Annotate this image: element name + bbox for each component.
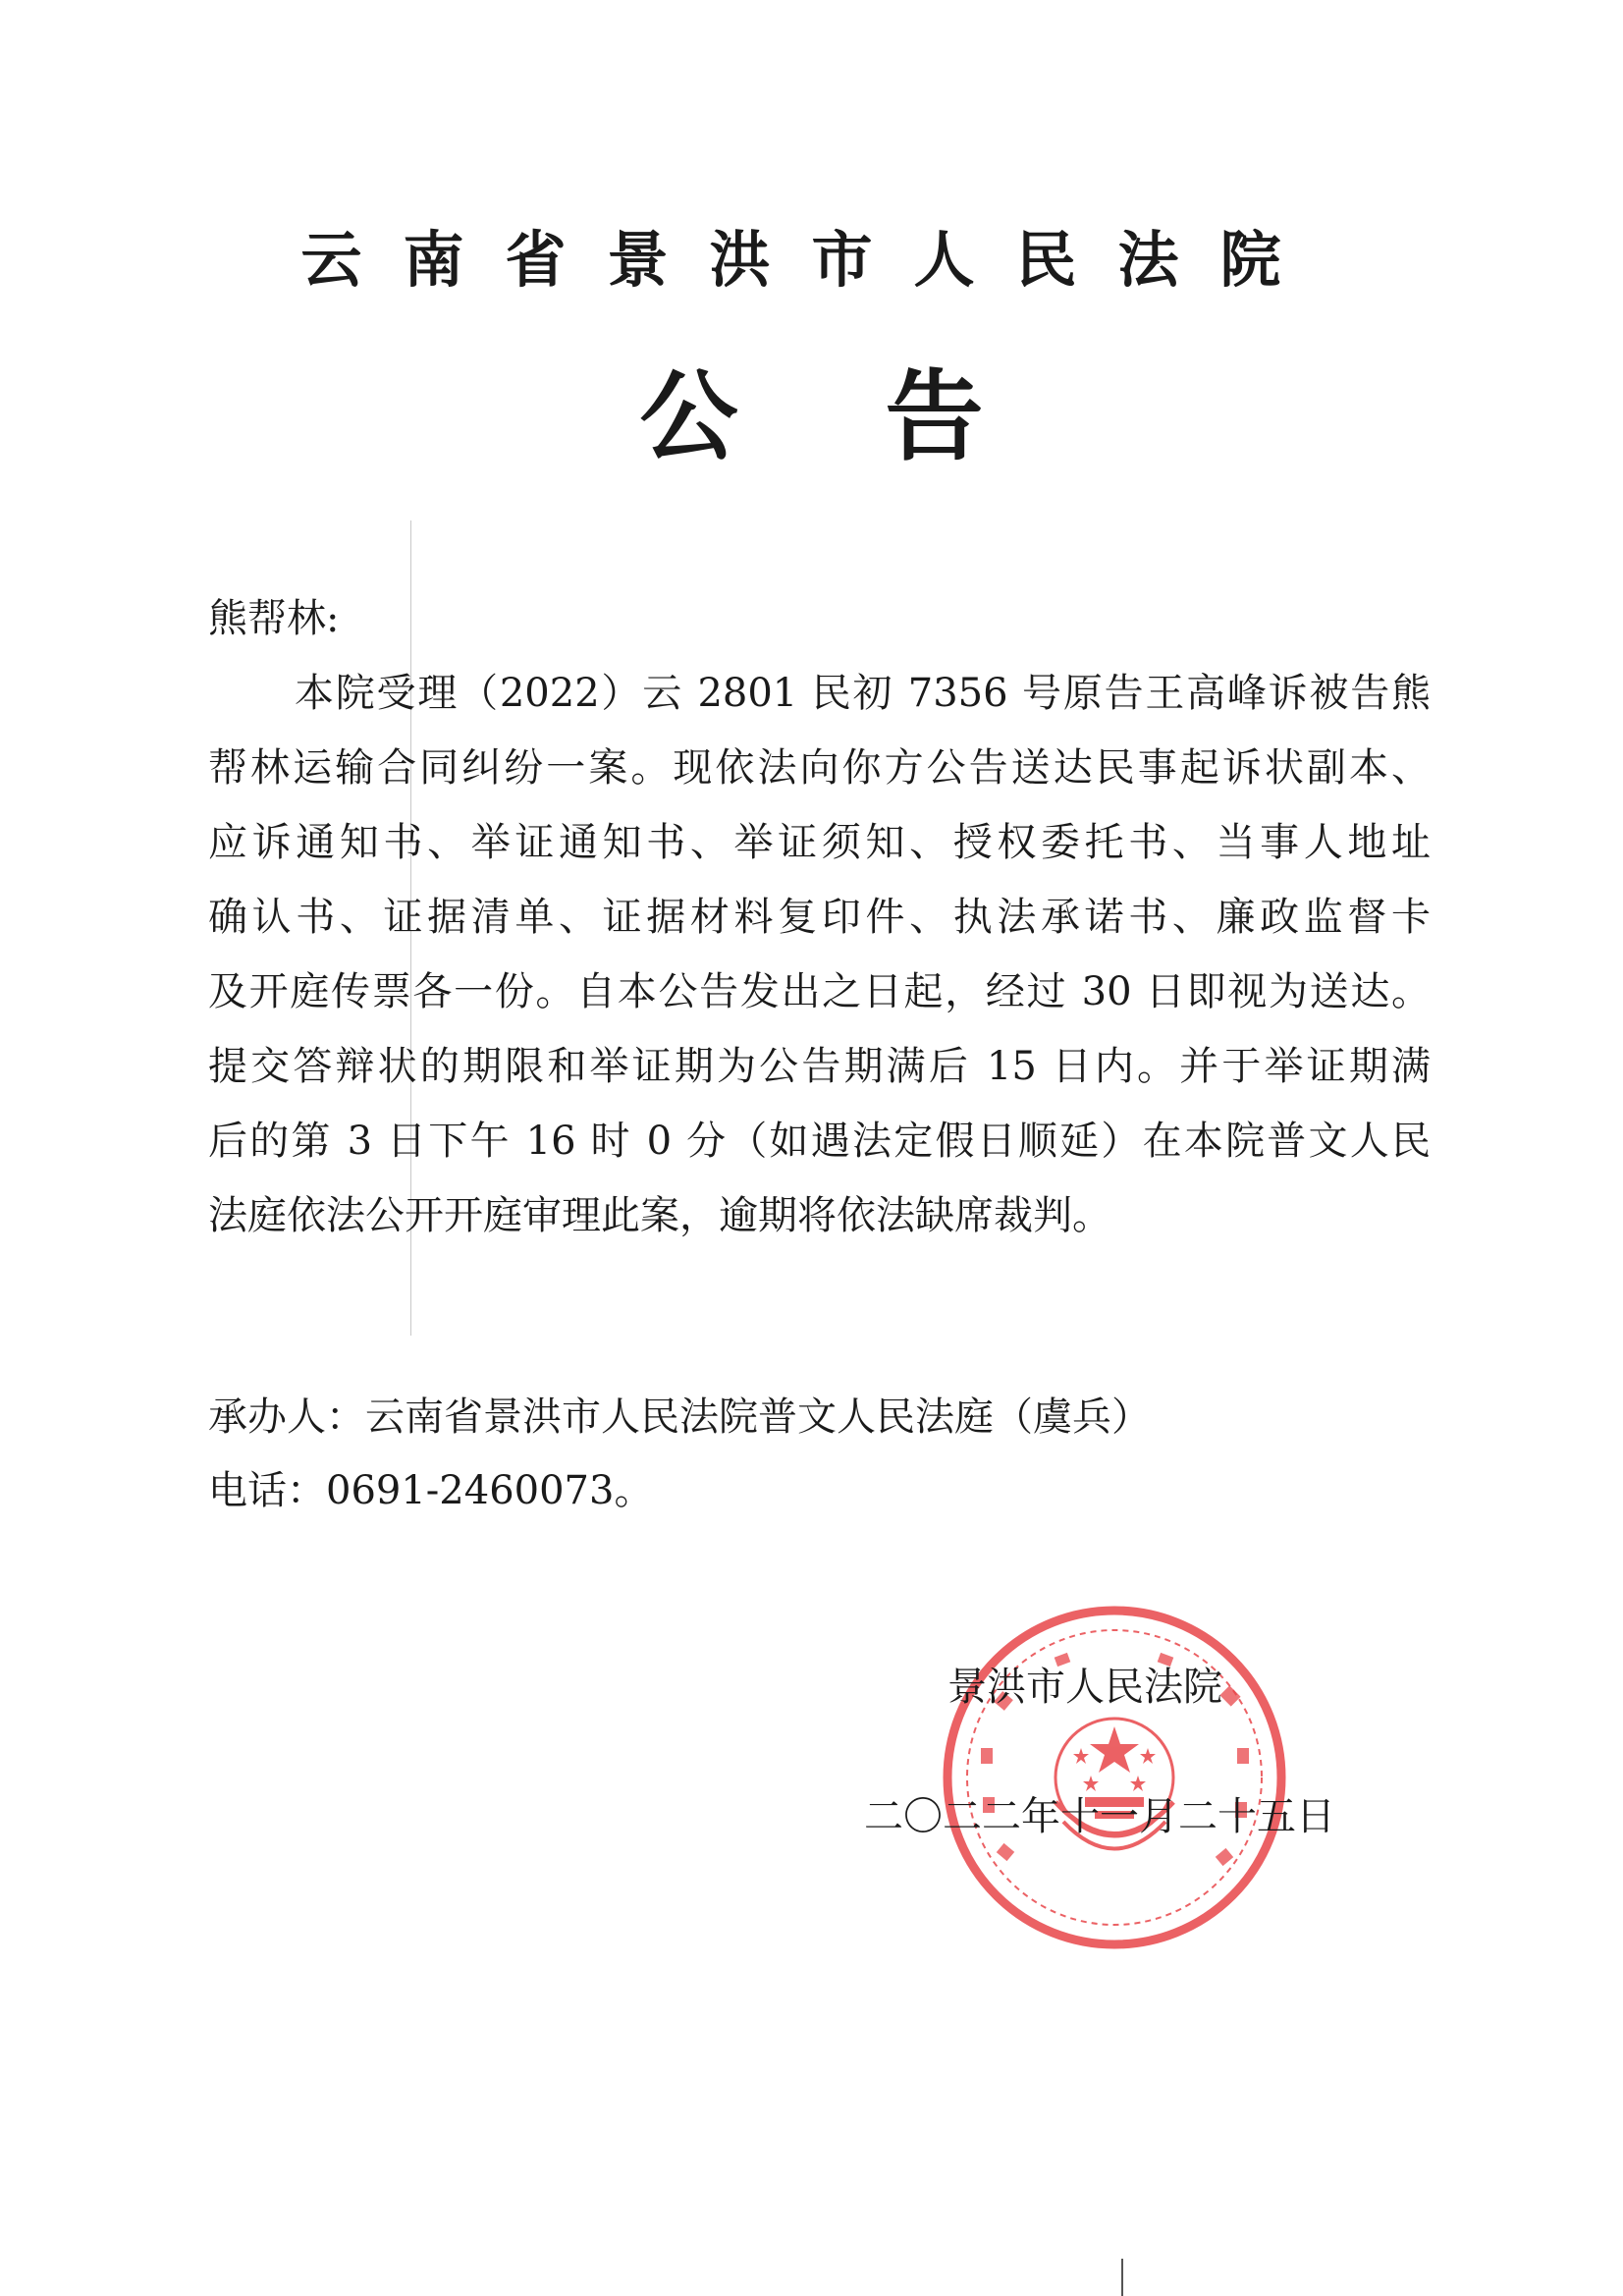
- body-line: [208, 1178, 1431, 1253]
- handler-line: 承办人：云南省景洪市人民法院普文人民法庭（虞兵）: [208, 1394, 1151, 1440]
- body-line: [208, 880, 1431, 955]
- body-line-text: 本院受理（2022）云 2801 民初 7356 号原告王高峰诉被告熊: [295, 671, 1431, 716]
- body-line-text: 法庭依法公开开庭审理此案，逾期将依法缺席裁判。: [208, 1193, 1111, 1238]
- phone-line: 电话：0691-2460073。: [208, 1468, 654, 1513]
- body-line: [208, 1104, 1431, 1178]
- body-line: [208, 731, 1431, 805]
- notice-body: [208, 656, 1431, 1253]
- signature-court: 景洪市人民法院: [947, 1665, 1222, 1710]
- addressee: 熊帮林:: [208, 596, 340, 641]
- court-name-heading: 云南省景洪市人民法院: [300, 224, 1323, 296]
- body-line: [208, 656, 1431, 731]
- body-line-text: 后的第 3 日下午 16 时 0 分（如遇法定假日顺延）在本院普文人民: [208, 1119, 1431, 1164]
- body-line-text: 确认书、证据清单、证据材料复印件、执法承诺书、廉政监督卡: [208, 895, 1431, 940]
- body-line-text: 提交答辩状的期限和举证期为公告期满后 15 日内。并于举证期满: [208, 1044, 1431, 1089]
- scan-edge-mark: [1121, 2259, 1123, 2296]
- body-line: [208, 955, 1431, 1029]
- body-line-text: 及开庭传票各一份。自本公告发出之日起，经过 30 日即视为送达。: [208, 969, 1431, 1014]
- signature-date: 二〇二二年十一月二十五日: [864, 1794, 1335, 1839]
- body-line: [208, 1029, 1431, 1104]
- notice-title: 公告: [639, 359, 1131, 474]
- body-line: [208, 805, 1431, 880]
- body-line-text: 应诉通知书、举证通知书、举证须知、授权委托书、当事人地址: [208, 820, 1431, 865]
- body-line-text: 帮林运输合同纠纷一案。现依法向你方公告送达民事起诉状副本、: [208, 745, 1431, 791]
